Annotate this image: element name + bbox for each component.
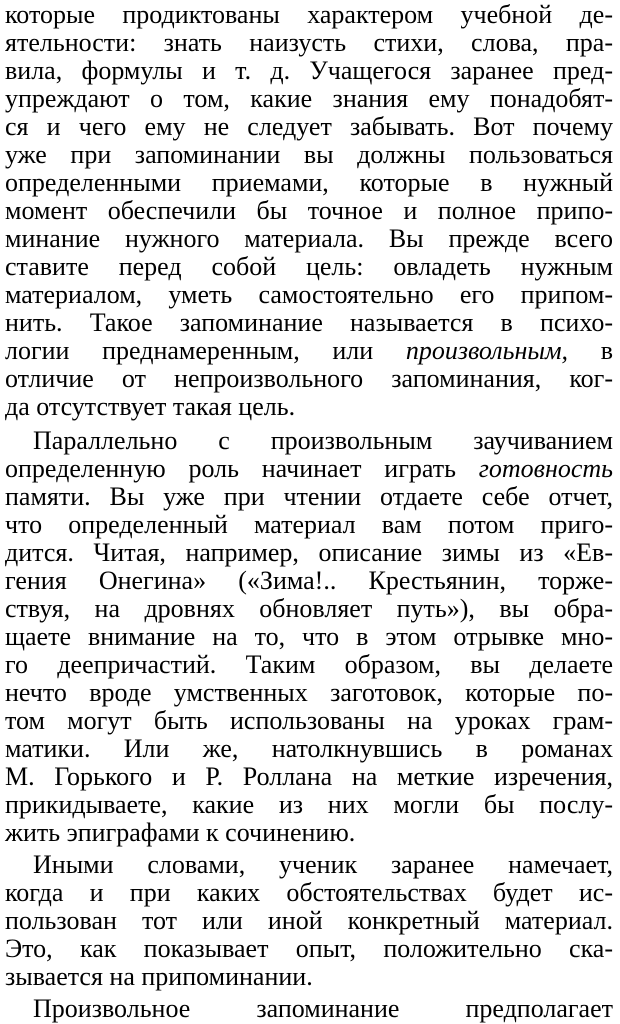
text-line: уже при запоминании вы должны пользоваться xyxy=(5,140,613,169)
text-line: ствуя, на дровнях обновляет путь»), вы обра- xyxy=(5,594,613,623)
text-line: М. Горького и Р. Роллана на меткие изречения, xyxy=(5,762,613,791)
text-line: что определенный материал вам потом приго- xyxy=(5,510,613,539)
paragraph-first-line: Иными словами, ученик заранее намечает, xyxy=(33,850,613,879)
italic-term: готовность xyxy=(478,454,613,483)
text-line: том могут быть использованы на уроках грам- xyxy=(5,706,613,735)
italic-term: произвольным, xyxy=(405,336,569,365)
text-line: го деепричастий. Таким образом, вы делаете xyxy=(5,650,613,679)
text-line: ятельности: знать наизусть стихи, слова, пра- xyxy=(5,28,613,57)
text-line: матики. Или же, натолкнувшись в романах xyxy=(5,734,613,763)
text-line: ся и чего ему не следует забывать. Вот почему xyxy=(5,112,613,141)
text-line: дится. Читая, например, описание зимы из «Ев- xyxy=(5,538,613,567)
text-line: минание нужного материала. Вы прежде всего xyxy=(5,224,613,253)
text-line: определенную роль начинает играть готовность xyxy=(5,454,613,483)
text-line: когда и при каких обстоятельствах будет ис- xyxy=(5,878,613,907)
text-line: Это, как показывает опыт, положительно ска- xyxy=(5,934,613,963)
text-line: логии преднамеренным, или произвольным, в xyxy=(5,336,614,365)
paragraph-first-line: Произвольное запоминание предполагает xyxy=(33,994,613,1023)
text-line: прикидываете, какие из них могли бы послу- xyxy=(5,790,613,819)
text-line: вила, формулы и т. д. Учащегося заранее пред- xyxy=(5,56,613,85)
paragraph-first-line: Параллельно с произвольным заучиванием xyxy=(33,426,613,455)
text-line: отличие от непроизвольного запоминания, ког- xyxy=(5,364,613,393)
text-line: пользован тот или иной конкретный материал. xyxy=(5,906,613,935)
text-line: зывается на припоминании. xyxy=(5,962,313,991)
text-line: упреждают о том, какие знания ему понадобят- xyxy=(5,84,613,113)
text-line: нечто вроде умственных заготовок, которые по- xyxy=(5,678,613,707)
text-line: щаете внимание на то, что в этом отрывке мно- xyxy=(5,622,613,651)
text-line: жить эпиграфами к сочинению. xyxy=(5,818,356,847)
text-line: определенными приемами, которые в нужный xyxy=(5,168,613,197)
text-line: да отсутствует такая цель. xyxy=(5,392,296,421)
text-line: момент обеспечили бы точное и полное припо- xyxy=(5,196,613,225)
text-line: гения Онегина» («Зима!.. Крестьянин, торже- xyxy=(5,566,613,595)
text-line: материалом, уметь самостоятельно его припом- xyxy=(5,280,613,309)
text-line: памяти. Вы уже при чтении отдаете себе отчет, xyxy=(5,482,613,511)
text-line: ставите перед собой цель: овладеть нужным xyxy=(5,252,613,281)
text-line: нить. Такое запоминание называется в психо- xyxy=(5,308,613,337)
text-line: которые продиктованы характером учебной де- xyxy=(5,0,613,29)
